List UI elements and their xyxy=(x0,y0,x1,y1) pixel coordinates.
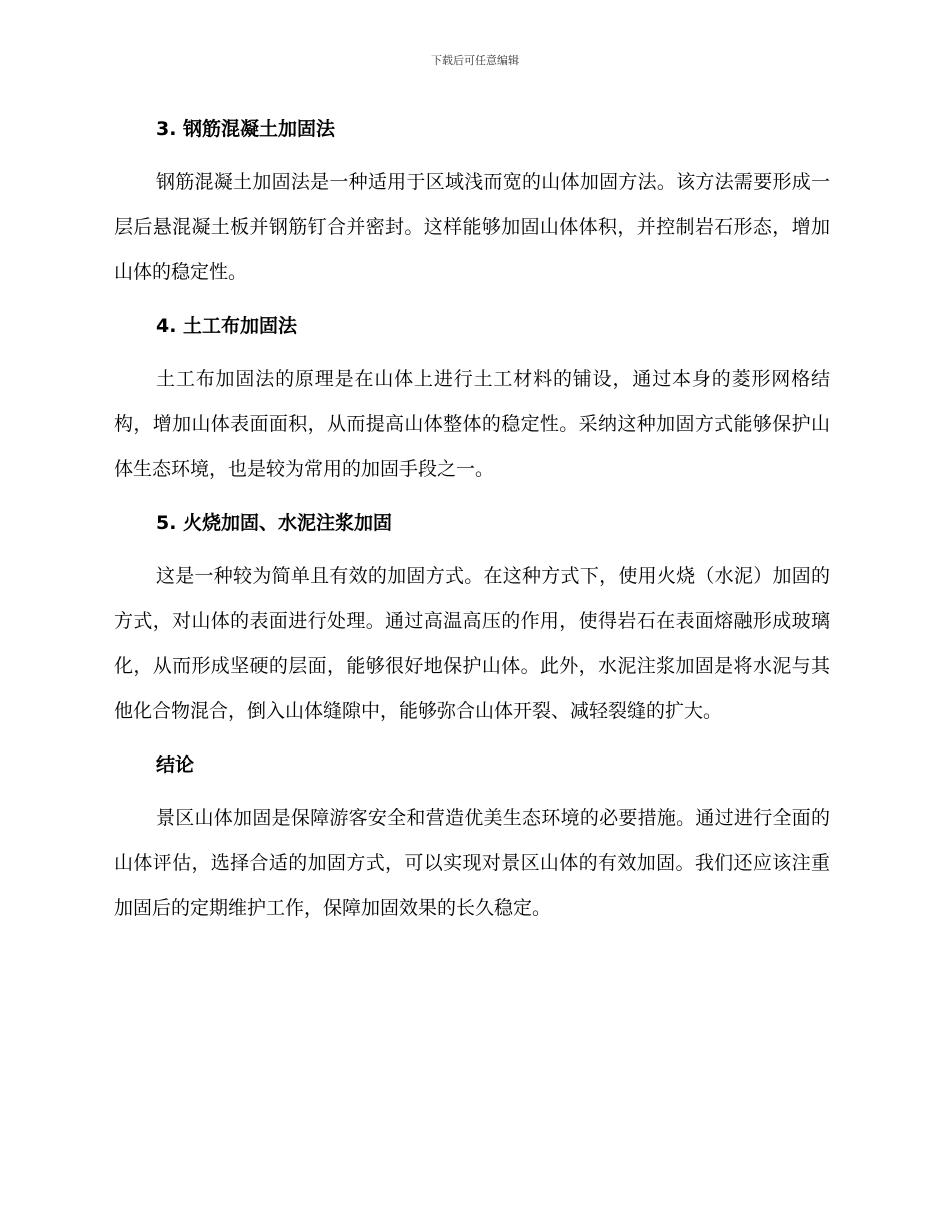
conclusion-paragraph: 景区山体加固是保障游客安全和营造优美生态环境的必要措施。通过进行全面的山体评估，选择合适的加固方式，可以实现对景区山体的有效加固。我们还应该注重加固后的定期维护工作，保障加固效果的长久稳定。 xyxy=(114,807,830,919)
section-paragraph-5: 这是一种较为简单且有效的加固方式。在这种方式下，使用火烧（水泥）加固的方式，对山体的表面进行处理。通过高温高压的作用，使得岩石在表面熔融形成玻璃化，从而形成坚硬的层面，能够很好地保护山体。此外，水泥注浆加固是将水泥与其他化合物混合，倒入山体缝隙中，能够弥合山体开裂、减轻裂缝的扩大。 xyxy=(114,565,830,722)
section-heading-4: 4. 土工布加固法 xyxy=(156,315,298,337)
conclusion-heading: 结论 xyxy=(156,754,195,776)
section-paragraph-4: 土工布加固法的原理是在山体上进行土工材料的铺设，通过本身的菱形网格结构，增加山体表面面积，从而提高山体整体的稳定性。采纳这种加固方式能够保护山体生态环境，也是较为常用的加固手段之一。 xyxy=(114,368,830,480)
section-heading-3: 3. 钢筋混凝土加固法 xyxy=(156,118,336,140)
section-paragraph-3: 钢筋混凝土加固法是一种适用于区域浅而宽的山体加固方法。该方法需要形成一层后悬混凝土板并钢筋钉合并密封。这样能够加固山体体积，并控制岩石形态，增加山体的稳定性。 xyxy=(114,171,830,283)
document-body xyxy=(114,112,830,945)
header-note: 下载后可任意编辑 xyxy=(431,54,519,67)
section-heading-5: 5. 火烧加固、水泥注浆加固 xyxy=(156,512,393,534)
